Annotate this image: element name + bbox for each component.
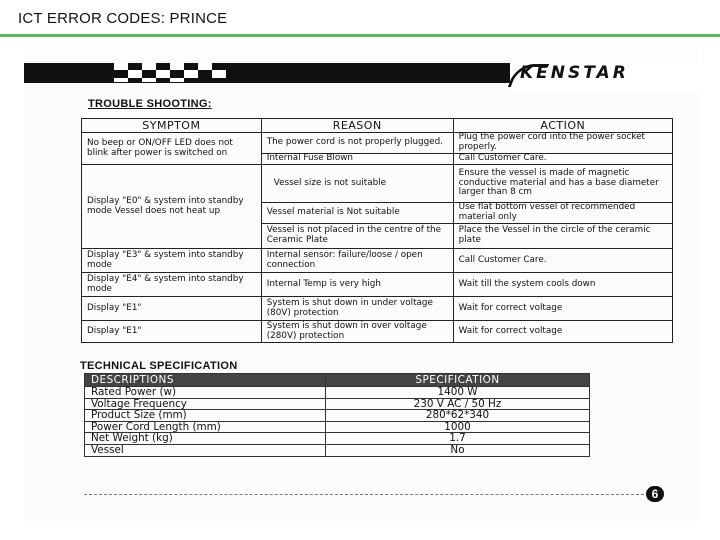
reason-cell: System is shut down in over voltage (280V) protection — [261, 321, 453, 343]
reason-cell: Vessel is not placed in the centre of the Ceramic Plate — [261, 224, 453, 249]
spec-row — [85, 398, 590, 410]
action-cell: Ensure the vessel is made of magnetic conductive material and has a base diameter larger than 8 cm — [453, 165, 672, 203]
action-header: ACTION — [453, 119, 672, 133]
symptom-cell: Display "E4" & system into standby mode — [82, 273, 262, 297]
symptom-cell: Display "E3" & system into standby mode — [82, 249, 262, 273]
reason-cell: Internal sensor: failure/loose / open connection — [261, 249, 453, 273]
slide-title: ICT ERROR CODES: PRINCE — [18, 10, 228, 27]
table-row — [82, 133, 673, 154]
action-cell: Call Customer Care. — [453, 249, 672, 273]
spec-value: 1400 W — [326, 387, 590, 399]
reason-cell: Vessel material is Not suitable — [261, 203, 453, 224]
specification-header: SPECIFICATION — [326, 374, 590, 387]
spec-value: 230 V AC / 50 Hz — [326, 398, 590, 410]
symptom-header: SYMPTOM — [82, 119, 262, 133]
spec-value: 1000 — [326, 421, 590, 433]
spec-description: Net Weight (kg) — [85, 433, 326, 445]
spec-row — [85, 410, 590, 422]
action-cell: Plug the power cord into the power socket properly. — [453, 133, 672, 154]
reason-cell: Vessel size is not suitable — [261, 165, 453, 203]
troubleshooting-table — [81, 118, 673, 343]
table-row — [82, 297, 673, 321]
spec-description: Power Cord Length (mm) — [85, 421, 326, 433]
checker-pattern — [114, 62, 234, 88]
spec-description: Voltage Frequency — [85, 398, 326, 410]
descriptions-header: DESCRIPTIONS — [85, 374, 326, 387]
spec-row — [85, 444, 590, 456]
table-header-row — [82, 119, 673, 133]
action-cell: Wait for correct voltage — [453, 321, 672, 343]
title-divider — [0, 34, 720, 37]
reason-cell: System is shut down in under voltage (80V) protection — [261, 297, 453, 321]
spec-row — [85, 421, 590, 433]
page-number: 6 — [646, 486, 664, 502]
action-cell: Wait till the system cools down — [453, 273, 672, 297]
troubleshooting-heading: TROUBLE SHOOTING: — [88, 98, 212, 110]
brand-logo: KENSTAR — [520, 63, 629, 83]
spec-row — [85, 387, 590, 399]
spec-description: Rated Power (w) — [85, 387, 326, 399]
spec-description: Product Size (mm) — [85, 410, 326, 422]
action-cell: Place the Vessel in the circle of the ceramic plate — [453, 224, 672, 249]
footer-divider — [84, 494, 644, 495]
technical-spec-heading: TECHNICAL SPECIFICATION — [80, 360, 238, 372]
specification-table — [84, 373, 590, 457]
spec-value: 280*62*340 — [326, 410, 590, 422]
table-row — [82, 249, 673, 273]
reason-cell: Internal Fuse Blown — [261, 154, 453, 165]
symptom-cell: No beep or ON/OFF LED does not blink after power is switched on — [82, 133, 262, 165]
spec-description: Vessel — [85, 444, 326, 456]
reason-cell: Internal Temp is very high — [261, 273, 453, 297]
spec-value: 1.7 — [326, 433, 590, 445]
reason-cell: The power cord is not properly plugged. — [261, 133, 453, 154]
spec-header-row — [85, 374, 590, 387]
table-row — [82, 321, 673, 343]
symptom-cell: Display "E1" — [82, 297, 262, 321]
action-cell: Wait for correct voltage — [453, 297, 672, 321]
table-row — [82, 273, 673, 297]
action-cell: Call Customer Care. — [453, 154, 672, 165]
table-row — [82, 165, 673, 203]
symptom-cell: Display "E0" & system into standby mode Vessel does not heat up — [82, 165, 262, 249]
manual-page — [24, 50, 698, 522]
symptom-cell: Display "E1" — [82, 321, 262, 343]
action-cell: Use flat bottom vessel of recommended material only — [453, 203, 672, 224]
reason-header: REASON — [261, 119, 453, 133]
spec-value: No — [326, 444, 590, 456]
spec-row — [85, 433, 590, 445]
